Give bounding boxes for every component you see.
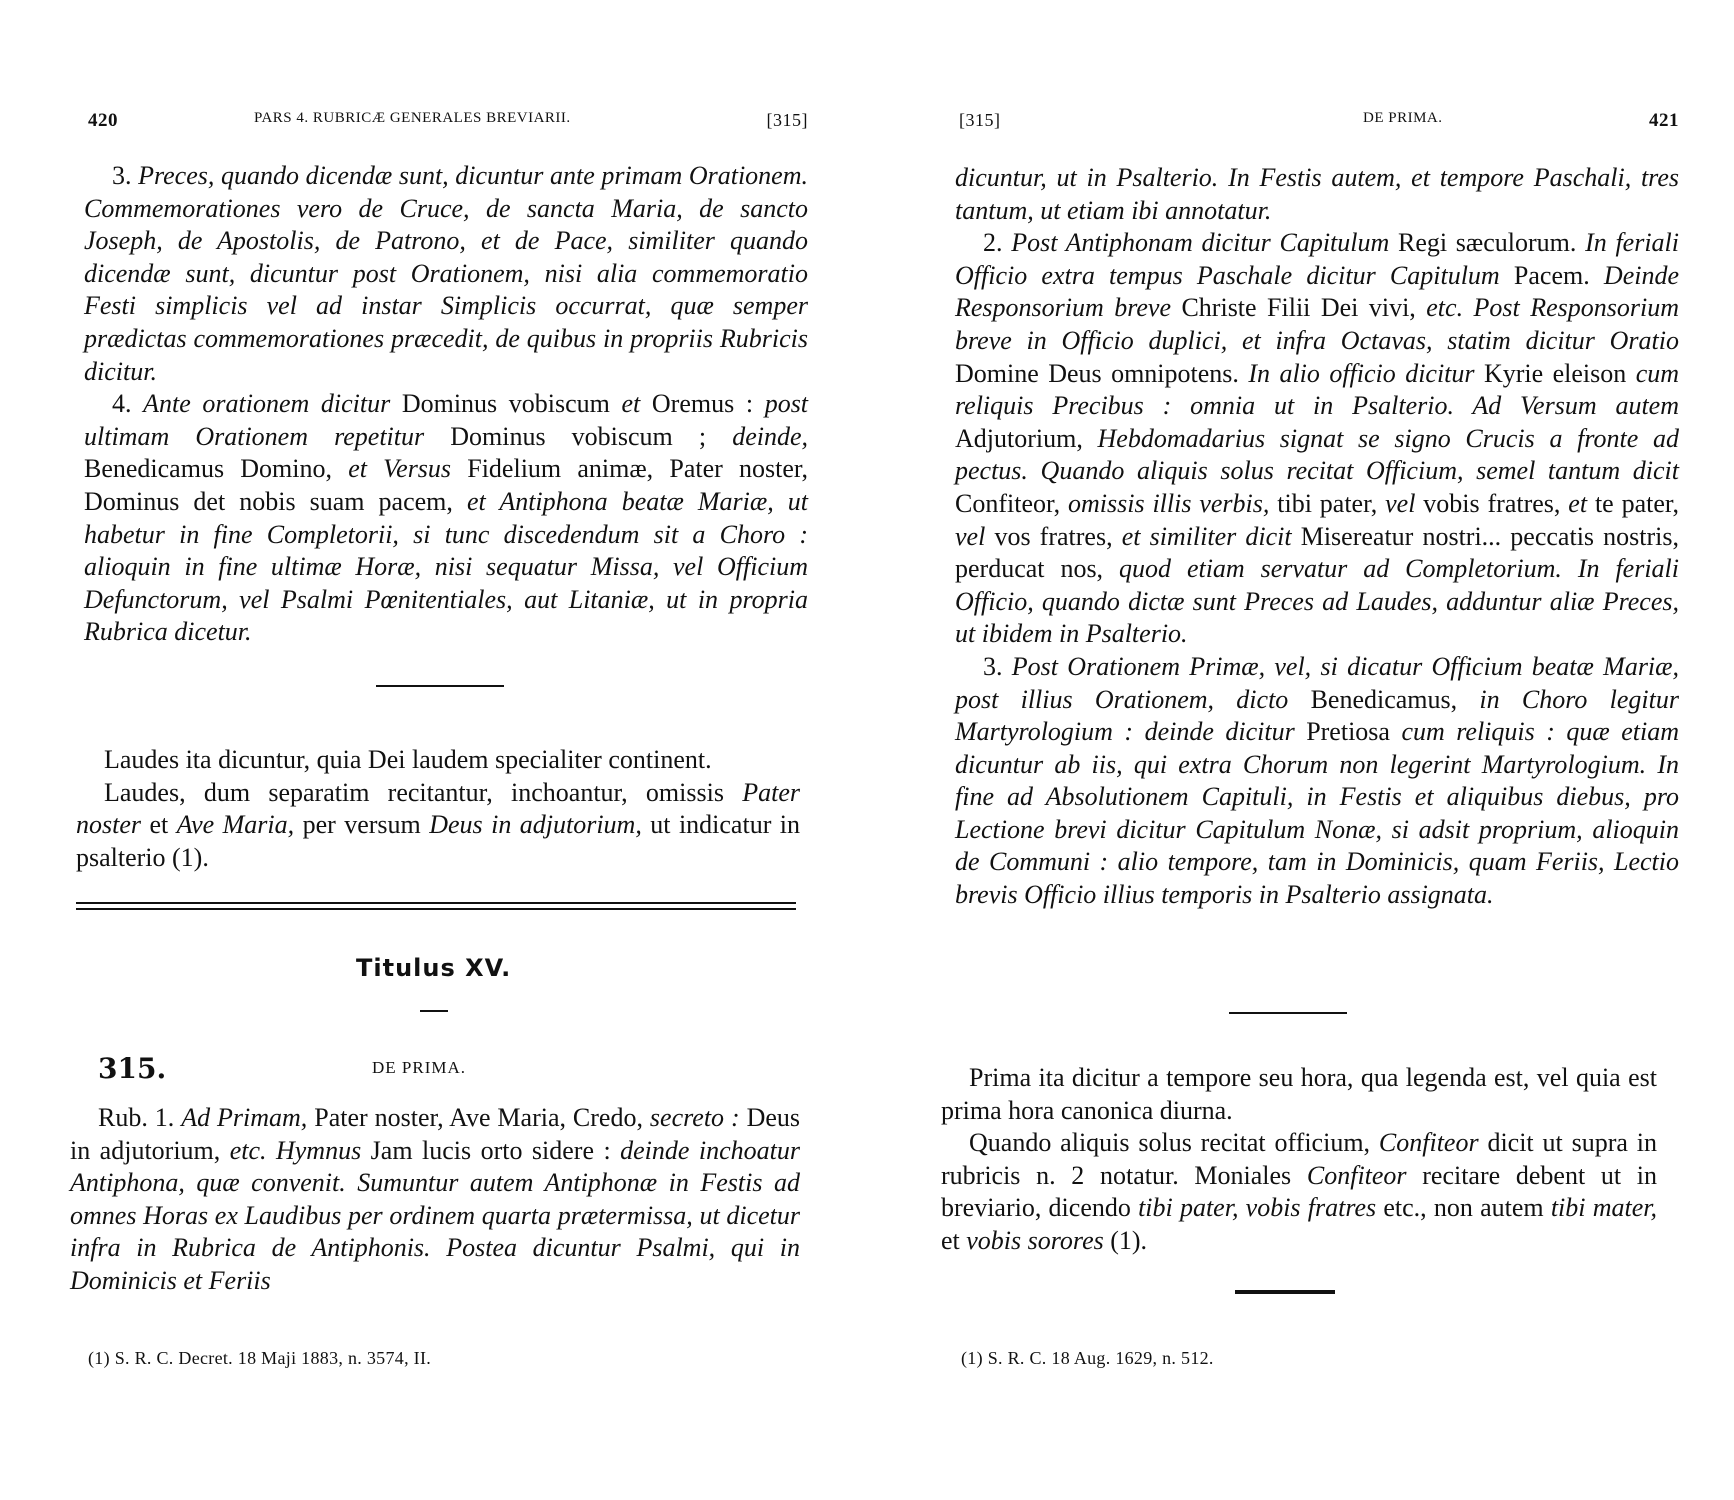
paragraph-prima-2	[941, 1127, 1657, 1257]
italic-run: et similiter dicit	[1121, 521, 1301, 551]
roman-run: Misereatur nostri... peccatis nostris, perducat nos,	[955, 521, 1679, 584]
italic-run: dicuntur, ut in Psalterio. In Festis autem, et tempore Paschali, tres tantum, ut etiam ibi annotatur.	[955, 163, 1679, 225]
roman-run: 2.	[983, 228, 1012, 258]
right-block-prima-commentary	[941, 1062, 1657, 1258]
roman-run: Rub. 1.	[98, 1103, 182, 1132]
roman-run: Oremus :	[651, 389, 765, 419]
roman-run: Benedicamus Domino,	[84, 454, 349, 484]
double-divider	[76, 902, 796, 910]
roman-run: Fidelium animæ, Pater noster, Dominus det nobis suam pacem,	[84, 454, 808, 516]
italic-run: secreto :	[649, 1103, 747, 1132]
italic-run: et Versus	[348, 454, 468, 484]
italic-run: vobis sorores	[966, 1225, 1111, 1255]
roman-run: ut indicatur in psalterio (1).	[76, 810, 801, 872]
italic-run: Confiteor	[1378, 1128, 1488, 1158]
italic-run: post ultimam Orationem repetitur	[84, 389, 809, 451]
roman-run: tibi pater,	[1277, 488, 1386, 518]
roman-run: (1).	[1110, 1225, 1148, 1255]
italic-run: In feriali Officio extra tempus Paschale dicitur Capitulum	[955, 228, 1680, 290]
italic-run: Deinde Responsorium breve	[955, 260, 1680, 323]
italic-run: deinde inchoatur Antiphona, quæ convenit. Sumuntur autem Antiphonæ in Festis ad omnes Horas ex Laudibus per ordinem quarta prætermissa, ut dicetur infra in Rubrica de Antiphonis. Postea dicuntur Psalmi, qui in Dominicis et Feriis	[70, 1135, 800, 1295]
paragraph-rubric-3	[955, 651, 1679, 912]
roman-run: Laudes, dum separatim recitantur, inchoantur, omissis	[104, 777, 743, 807]
italic-run: in Choro legitur Martyrologium : deinde dicitur	[955, 684, 1679, 747]
roman-run: dicit ut supra in rubricis n. 2 notatur. Moniales	[941, 1128, 1657, 1190]
italic-run: vel	[1385, 488, 1424, 518]
paragraph-prima-1	[941, 1062, 1657, 1127]
roman-run: Deus in adjutorium,	[70, 1103, 800, 1165]
italic-run: In alio officio dicitur	[1248, 358, 1484, 388]
left-running-section: [315]	[766, 110, 808, 130]
italic-run: Confiteor	[1306, 1160, 1423, 1190]
section-title: DE PRIMA.	[372, 1058, 467, 1077]
paragraph-continuation	[955, 162, 1679, 227]
left-block-prima-rubric	[70, 1102, 800, 1298]
right-running-head	[959, 110, 1679, 136]
roman-run: et	[149, 810, 177, 840]
roman-run: et	[941, 1225, 967, 1255]
roman-run: Benedicamus,	[1310, 684, 1480, 714]
roman-run: Dominus vobiscum	[401, 389, 622, 419]
italic-run: Post Antiphonam dicitur Capitulum	[1011, 228, 1398, 258]
short-divider	[1229, 1012, 1347, 1014]
italic-run: et	[621, 389, 652, 419]
italic-run: quod etiam servatur ad Completorium. In feriali Officio, quando dictæ sunt Preces ad Laudes, adduntur aliæ Preces, ut ibidem in Psalterio.	[955, 554, 1679, 649]
roman-run: 3.	[983, 651, 1012, 681]
roman-run: vobis fratres,	[1423, 488, 1569, 518]
roman-run: Pacem.	[1513, 260, 1604, 290]
italic-run: cum reliquis : quæ etiam dicuntur ab iis, qui extra Chorum non legerint Martyrologium. In fine ad Absolutionem Capituli, in Festis et aliquibus diebus, pro Lectione brevi dicitur Capitulum Nonæ, si adsit proprium, alioquin de Communi : alio tempore, tam in Dominicis, quam Feriis, Lectio brevis Officio illius temporis in Psalterio assignata.	[955, 717, 1679, 910]
left-block-laudes-commentary	[76, 744, 800, 874]
italic-run: omissis illis verbis,	[1067, 488, 1278, 518]
left-running-head	[88, 110, 808, 136]
left-footnote: (1) S. R. C. Decret. 18 Maji 1883, n. 3574, II.	[88, 1348, 432, 1368]
italic-run: cum reliquis Precibus : omnia ut in Psalterio. Ad Versum autem	[955, 358, 1680, 421]
titulus-dash	[420, 1010, 448, 1012]
italic-run: Preces, quando dicendæ sunt, dicuntur ante primam Orationem. Commemorationes vero de Cruce, de sancta Maria, de sancto Joseph, de Apostolis, de Patrono, et de Pace, similiter quando dicendæ sunt, dicuntur post Orationem, nisi alia commemoratio Festi simplicis vel ad instar Simplicis occurrat, quæ semper prædictas commemorationes præcedit, de quibus in propriis Rubricis dicitur.	[84, 161, 809, 386]
italic-run: et Antiphona beatæ Mariæ, ut habetur in fine Completorii, si tunc discedendum sit a Choro : alioquin in fine ultimæ Horæ, nisi sequatur Missa, vel Officium Defunctorum, vel Psalmi Pœnitentiales, aut Litaniæ, ut in propria Rubrica dicetur.	[84, 486, 808, 647]
roman-run: Domine Deus omnipotens.	[955, 358, 1249, 388]
italic-run: Hebdomadarius signat se signo Crucis a fronte ad pectus. Quando aliquis solus recitat Officium, semel tantum dicit	[955, 423, 1679, 486]
italic-run: Ante orationem dicitur	[143, 389, 402, 419]
roman-run: Prima ita dicitur a tempore seu hora, qua legenda est, vel quia est prima hora canonica diurna.	[941, 1063, 1657, 1125]
roman-run: 3.	[112, 161, 139, 190]
roman-run: per versum	[302, 810, 430, 840]
italic-run: tibi pater, vobis fratres	[1138, 1193, 1384, 1223]
left-running-title: PARS 4. RUBRICÆ GENERALES BREVIARII.	[254, 110, 571, 126]
right-page-number: 421	[1649, 110, 1679, 131]
roman-run: Pretiosa	[1306, 717, 1402, 747]
short-divider	[376, 685, 504, 687]
roman-run: Kyrie eleison	[1483, 358, 1636, 388]
paragraph-rub-1	[70, 1102, 800, 1298]
roman-run: Dominus vobiscum ;	[450, 421, 733, 451]
roman-run: Laudes ita dicuntur, quia Dei laudem specialiter continent.	[104, 745, 712, 774]
italic-run: Post Orationem Primæ, vel, si dicatur Officium beatæ Mariæ, post illius Orationem, dicto	[955, 651, 1679, 714]
roman-run: Pater noster, Ave Maria, Credo,	[314, 1103, 650, 1132]
italic-run: deinde,	[732, 421, 809, 451]
italic-run: tibi mater,	[1550, 1193, 1657, 1223]
italic-run: vel	[955, 521, 995, 551]
roman-run: Confiteor,	[955, 488, 1068, 518]
left-page-number: 420	[88, 110, 118, 131]
heavy-divider	[1235, 1290, 1335, 1294]
section-number: 315.	[98, 1052, 167, 1085]
roman-run: etc., non autem	[1383, 1193, 1551, 1223]
paragraph-laudes-1	[76, 744, 800, 777]
roman-run: Quando aliquis solus recitat officium,	[969, 1128, 1379, 1158]
roman-run: te pater,	[1594, 488, 1679, 518]
roman-run: Christe Filii Dei vivi,	[1181, 293, 1427, 323]
roman-run: Regi sæculorum.	[1397, 228, 1586, 258]
italic-run: Ad Primam,	[181, 1103, 315, 1132]
right-running-section: [315]	[959, 110, 1001, 130]
italic-run: Ave Maria,	[176, 810, 303, 840]
italic-run: et	[1568, 488, 1595, 518]
paragraph-rubric-2	[955, 227, 1679, 651]
roman-run: Jam lucis orto sidere :	[370, 1135, 621, 1165]
titulus-heading: Titulus XV.	[356, 954, 512, 982]
right-page	[867, 0, 1734, 1500]
roman-run: vos fratres,	[994, 521, 1122, 551]
left-block-rubrics	[84, 160, 808, 649]
italic-run: Pater noster	[76, 777, 800, 840]
paragraph-laudes-2	[76, 777, 800, 875]
paragraph-rubric-4	[84, 388, 808, 649]
right-footnote: (1) S. R. C. 18 Aug. 1629, n. 512.	[961, 1348, 1214, 1368]
italic-run: etc. Post Responsorium breve in Officio duplici, et infra Octavas, statim dicitur Oratio	[955, 293, 1679, 355]
roman-run: recitare debent ut in breviario, dicendo	[941, 1160, 1658, 1223]
italic-run: Deus in adjutorium,	[429, 810, 651, 840]
paragraph-rubric-3	[84, 160, 808, 388]
roman-run: Adjutorium,	[955, 423, 1098, 453]
roman-run: 4.	[112, 389, 144, 419]
italic-run: etc. Hymnus	[229, 1135, 371, 1165]
right-block-rubrics	[955, 162, 1679, 912]
right-running-title: DE PRIMA.	[1363, 110, 1443, 126]
